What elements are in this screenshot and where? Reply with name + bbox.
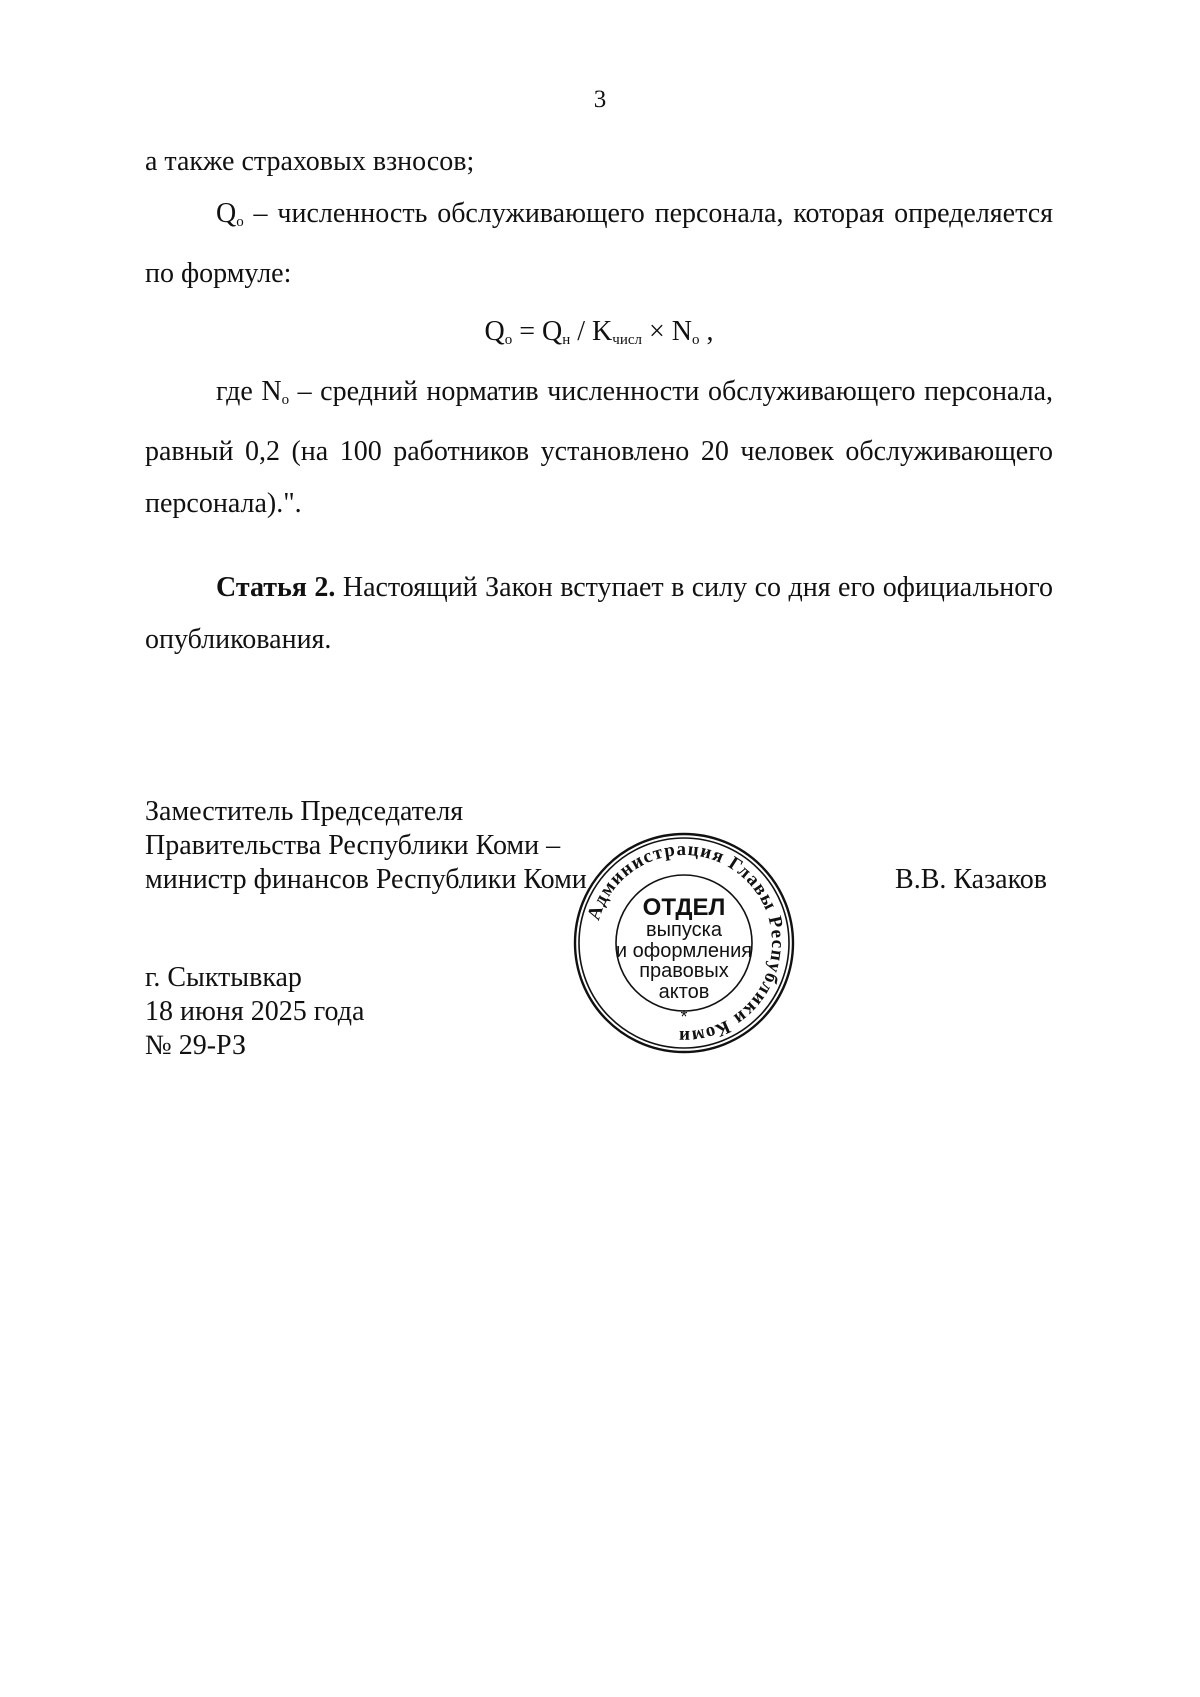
where-prefix: где [216,376,262,407]
formula-left-subscript: о [504,332,513,348]
formula-k-symbol: K [592,316,613,347]
qo-definition-paragraph [145,188,1053,300]
signature-name: В.В. Казаков [895,864,1047,895]
page-number: 3 [593,86,607,113]
stamp-center-line-2: выпуска [646,919,722,941]
qo-subscript: о [236,214,244,230]
formula-equals: = [512,316,542,347]
where-symbol: N [261,376,282,407]
stamp-center-line-4: правовых [639,960,729,982]
stamp-center-line-1: ОТДЕЛ [642,894,726,921]
article-2-text: Настоящий Закон вступает в силу со дня его официального опубликования. [145,572,1053,655]
stamp-ring-textpath: Администрация Главы Республики Коми [583,838,789,1048]
stamp-center-line-3: и оформления [615,940,753,962]
where-paragraph [145,366,1053,530]
where-subscript: о [281,392,290,408]
qo-description: – численность обслуживающего персонала, которая определяется по формуле: [145,198,1053,289]
formula-line [145,306,1053,366]
formula-divide: / [570,316,593,347]
document-date: 18 июня 2025 года [145,996,365,1027]
official-stamp [568,827,800,1059]
formula-end: , [699,316,714,347]
article-2-label: Статья 2. [216,572,336,603]
stamp-star-icon: * [680,1007,688,1027]
formula-left-symbol: Q [484,316,505,347]
where-description: – средний норматив численности обслуживающего персонала, равный 0,2 (на 100 работников установлено 20 человек обслуживающего персонала).". [145,376,1054,519]
formula-n-symbol: N [671,316,693,347]
document-city: г. Сыктывкар [145,962,302,993]
signature-line-1: Заместитель Председателя [145,796,464,827]
signature-line-3: министр финансов Республики Коми [145,864,587,895]
formula-qn-symbol: Q [542,316,563,347]
formula-multiply: × [642,316,672,347]
document-number: № 29-РЗ [145,1030,246,1061]
stamp-center-line-5: актов [658,981,710,1003]
formula-qn-subscript: н [562,332,571,348]
formula-n-subscript: о [692,332,700,348]
stamp-icon [568,827,800,1059]
qo-symbol: Q [216,198,237,229]
paragraph-line-1-text: а также страховых взносов; [145,146,475,177]
document-meta-block [145,961,364,1063]
article-2-paragraph [145,562,1053,666]
paragraph-line-1 [145,136,1053,188]
signature-title-block [145,795,587,897]
formula-k-subscript: числ [612,332,642,348]
signature-line-2: Правительства Республики Коми – [145,830,561,861]
